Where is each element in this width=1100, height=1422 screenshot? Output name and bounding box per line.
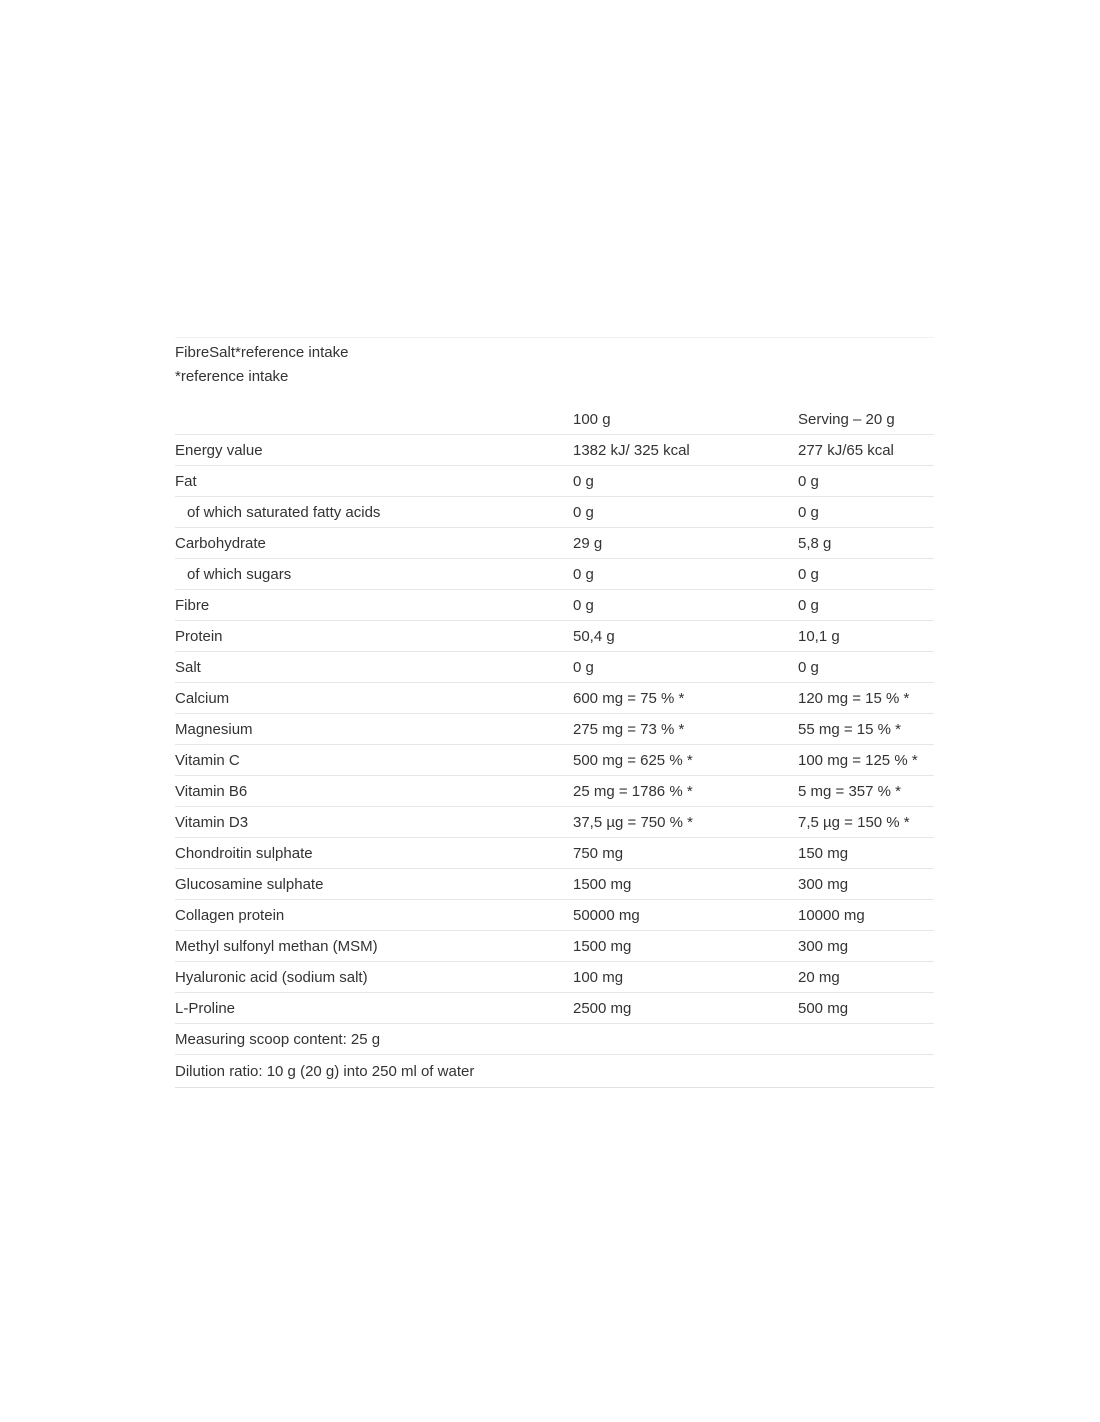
table-row [175, 776, 934, 807]
value-per-serving: 5 mg = 357 % * [798, 776, 934, 807]
table-row [175, 621, 934, 652]
table-row [175, 931, 934, 962]
table-row [175, 435, 934, 466]
value-per-100g: 2500 mg [573, 993, 798, 1024]
table-row [175, 807, 934, 838]
table-row [175, 900, 934, 931]
value-per-serving: 300 mg [798, 869, 934, 900]
value-per-serving: 100 mg = 125 % * [798, 745, 934, 776]
nutrient-label: Fat [175, 466, 573, 497]
header-cell-100g: 100 g [573, 404, 798, 435]
value-per-100g: 1500 mg [573, 869, 798, 900]
nutrient-label: of which saturated fatty acids [175, 497, 573, 528]
value-per-100g: 100 mg [573, 962, 798, 993]
nutrient-label: Collagen protein [175, 900, 573, 931]
table-row [175, 528, 934, 559]
value-per-100g: 0 g [573, 559, 798, 590]
nutrient-label: Vitamin B6 [175, 776, 573, 807]
nutrient-label: Chondroitin sulphate [175, 838, 573, 869]
value-per-serving: 10000 mg [798, 900, 934, 931]
footer-note: Measuring scoop content: 25 g [175, 1024, 934, 1055]
value-per-serving: 0 g [798, 497, 934, 528]
nutrient-label: L-Proline [175, 993, 573, 1024]
value-per-serving: 20 mg [798, 962, 934, 993]
value-per-100g: 29 g [573, 528, 798, 559]
intro-line-1: FibreSalt*reference intake [175, 344, 349, 361]
table-footer-row [175, 1024, 934, 1055]
value-per-serving: 277 kJ/65 kcal [798, 435, 934, 466]
value-per-100g: 275 mg = 73 % * [573, 714, 798, 745]
table-row [175, 869, 934, 900]
nutrient-label: Protein [175, 621, 573, 652]
value-per-serving: 500 mg [798, 993, 934, 1024]
nutrition-facts [175, 337, 934, 1088]
table-row [175, 466, 934, 497]
value-per-serving: 10,1 g [798, 621, 934, 652]
nutrient-label: Vitamin C [175, 745, 573, 776]
table-row [175, 714, 934, 745]
value-per-100g: 0 g [573, 466, 798, 497]
value-per-serving: 7,5 µg = 150 % * [798, 807, 934, 838]
value-per-100g: 25 mg = 1786 % * [573, 776, 798, 807]
footer-note: Dilution ratio: 10 g (20 g) into 250 ml of water [175, 1055, 934, 1088]
nutrient-label: Carbohydrate [175, 528, 573, 559]
nutrition-table [175, 404, 934, 1088]
value-per-serving: 300 mg [798, 931, 934, 962]
table-row [175, 683, 934, 714]
value-per-serving: 150 mg [798, 838, 934, 869]
table-header-row [175, 404, 934, 435]
value-per-serving: 0 g [798, 466, 934, 497]
value-per-100g: 600 mg = 75 % * [573, 683, 798, 714]
header-cell-label [175, 404, 573, 435]
table-row [175, 745, 934, 776]
value-per-100g: 500 mg = 625 % * [573, 745, 798, 776]
value-per-serving: 0 g [798, 559, 934, 590]
value-per-serving: 120 mg = 15 % * [798, 683, 934, 714]
table-footer-row [175, 1055, 934, 1088]
intro-text [175, 338, 934, 389]
table-row [175, 559, 934, 590]
nutrient-label: Salt [175, 652, 573, 683]
header-cell-serving: Serving – 20 g [798, 404, 934, 435]
value-per-100g: 0 g [573, 590, 798, 621]
table-row [175, 652, 934, 683]
value-per-100g: 50000 mg [573, 900, 798, 931]
value-per-100g: 1500 mg [573, 931, 798, 962]
table-row [175, 590, 934, 621]
intro-line-2: *reference intake [175, 368, 289, 385]
nutrient-label: of which sugars [175, 559, 573, 590]
nutrient-label: Energy value [175, 435, 573, 466]
table-row [175, 497, 934, 528]
value-per-100g: 0 g [573, 652, 798, 683]
nutrient-label: Methyl sulfonyl methan (MSM) [175, 931, 573, 962]
table-row [175, 838, 934, 869]
value-per-100g: 50,4 g [573, 621, 798, 652]
table-row [175, 993, 934, 1024]
value-per-serving: 0 g [798, 590, 934, 621]
value-per-serving: 0 g [798, 652, 934, 683]
value-per-serving: 55 mg = 15 % * [798, 714, 934, 745]
nutrient-label: Hyaluronic acid (sodium salt) [175, 962, 573, 993]
nutrient-label: Vitamin D3 [175, 807, 573, 838]
nutrient-label: Magnesium [175, 714, 573, 745]
nutrient-label: Fibre [175, 590, 573, 621]
value-per-100g: 37,5 µg = 750 % * [573, 807, 798, 838]
value-per-100g: 0 g [573, 497, 798, 528]
value-per-100g: 750 mg [573, 838, 798, 869]
table-row [175, 962, 934, 993]
value-per-serving: 5,8 g [798, 528, 934, 559]
nutrient-label: Calcium [175, 683, 573, 714]
nutrient-label: Glucosamine sulphate [175, 869, 573, 900]
value-per-100g: 1382 kJ/ 325 kcal [573, 435, 798, 466]
